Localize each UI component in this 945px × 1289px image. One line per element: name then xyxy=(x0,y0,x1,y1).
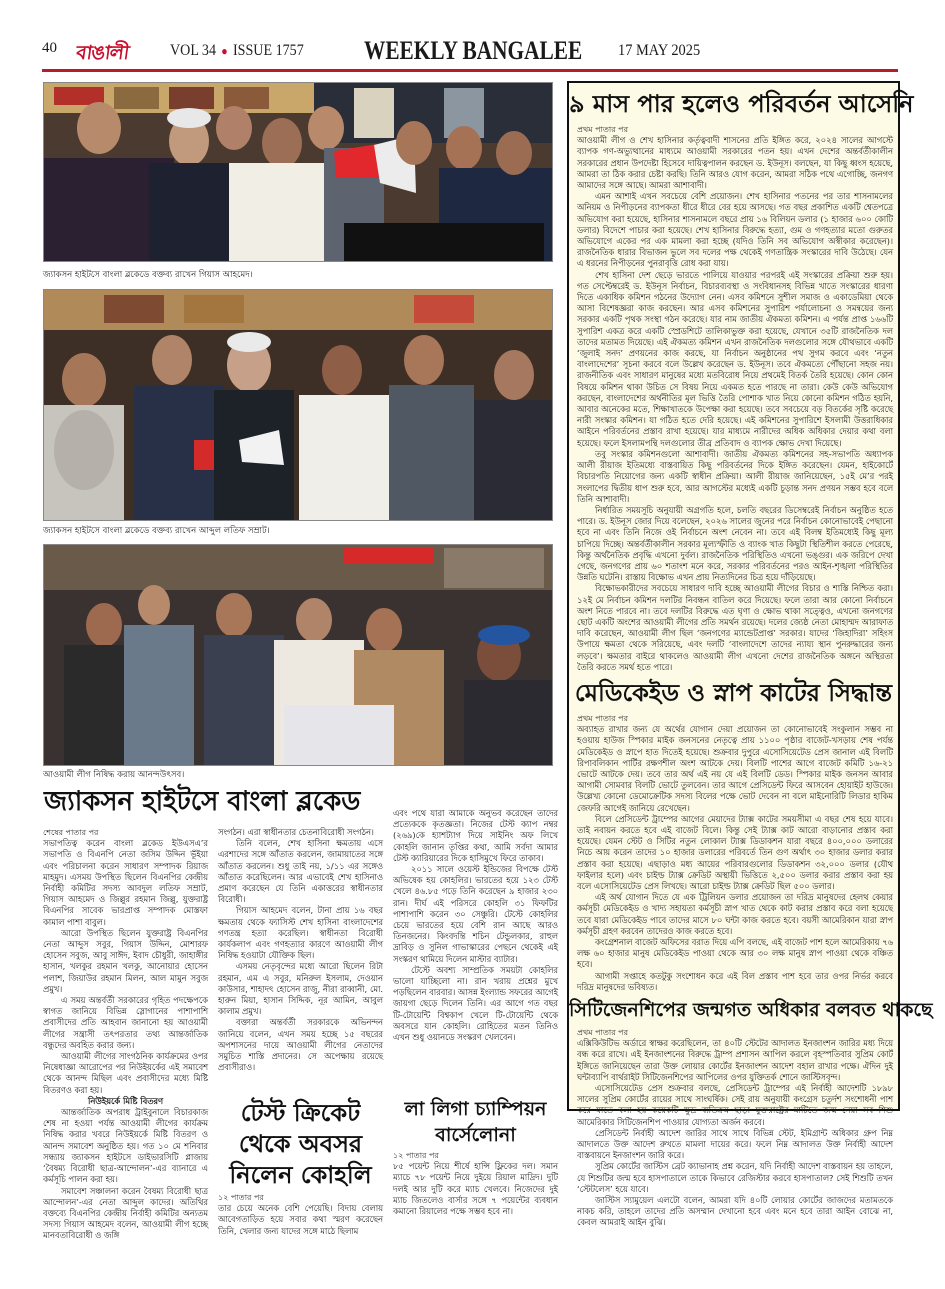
paragraph: সুপ্রিম কোর্টের জাস্টিস ব্রেট ক্যাভানাহ প্রশ্ন করেন, যদি নির্বাহী আদেশ বাস্তবায়ন হয় তাহলে, যে শিশুটির জন্ম হবে হাসপাতালে তাকে কিভাবে রেজিস্টার করবে হাসপাতাল? সেই শিশুটি তখন ‘স্টেটলেস’ হয়ে যাবে। xyxy=(577,1161,893,1194)
masthead-rule xyxy=(42,69,898,72)
paper-name: WEEKLY BANGALEE xyxy=(364,36,583,65)
page-number: 40 xyxy=(42,40,57,56)
subheading-sweets-distribution: নিউইয়র্কে মিষ্টি বিতরণ xyxy=(87,1095,164,1106)
paragraph: জাস্টিস স্যামুয়েল এলটো বলেন, আমরা যদি ৪০টি লোয়ার কোর্টের জাজদের মতামতকে নাকচ করি, তাহলে তাদের প্রতি অসম্মান দেখানো হবে এবং মনে হবে তারা আইন বোঝে না, কেবল আমরাই আইন বুঝি। xyxy=(577,1195,893,1228)
paragraph: বিক্ষোভকারীদের সবচেয়ে সাধারণ দাবি হচ্ছে আওয়ামী লীগের বিচার ও শাস্তি নিশ্চিত করা। ১২ই মে নির্বাচন কমিশন দলটির নিবন্ধন বাতিল করে দিয়েছে। ফলে তারা আর কোনো নির্বাচনে অংশ নিতে পারবে না। তবে দলটির বিরুদ্ধে এত ঘৃণা ও ক্ষোভ থাকা সত্ত্বেও, এখনো জনগণের ছোট একটি অংশের আওয়ামী লীগের প্রতি সমর্থন রয়েছে। দলের জ্যেষ্ঠ নেতা মোহাম্মদ আরাফাত দাবি করেছেন, আওয়ামী লীগ ছিল ‘জনগণের ম্যান্ডেটপ্রাপ্ত’ সরকার। যাদের ‘জিহাদিরা’ সহিংস উপায়ে ক্ষমতা থেকে সরিয়েছে, এবং দলটি ‘বাংলাদেশে তাদের ন্যায্য স্থান পুনরুদ্ধারের জন্য লড়বে’। ক্ষমতার বাইরে থাকলেও আওয়ামী লীগ এখনো দেশের রাজনৈতিক অঙ্গনে অস্থিরতা তৈরি করতে সমর্থ হতে পারে। xyxy=(577,583,893,672)
paragraph: এক্সিকিউটিভ অর্ডারে স্বাক্ষর করেছিলেন, তা ৪০টি স্টেটের আদালত ইনজাংশন জারির মধ্য দিয়ে বন্ধ করে রাখে। এই ইনজাংশনের বিরুদ্ধে ট্রাম্প প্রশাসন আপিল করলে বৃহস্পতিবার সুপ্রিম কোর্ট ইঙ্গিতে জানিয়েছেন তারা উক্ত লোয়ার কোর্টের ইনজাংশন আদেশ বহাল রাখার পক্ষে। ঐদিন দুই ঘন্টাব্যাপি বার্থরাইট সিটিজেনশিপের আপিলের ওপর যুক্তিতর্ক শোনে জাস্টিসবৃন্দ। xyxy=(577,1038,893,1082)
paragraph: সংগঠন। এরা স্বাধীনতার চেতনাবিরোধী সংগঠন। xyxy=(218,827,374,837)
paragraph: তার চেয়ে অনেক বেশি পেয়েছি। বিদায় বেলায় আবেগতাড়িত হয়ে সবার কথা স্মরণ করেছেন তিনি, খেলার জন্য যাদের সঙ্গে মাঠে ছিলাম xyxy=(218,1203,383,1236)
continued-label: ১২ পাতার পর xyxy=(393,1151,439,1160)
right-news-box xyxy=(567,81,933,1228)
paragraph: টেস্টে অবশ্য সাম্প্রতিক সময়টা কোহলির ভালো যাচ্ছিলো না। রান খরায় প্রশ্নের মুখে পড়ছিলেন বারবার। আসন্ন ইংল্যান্ড সফরের আগেই জায়গা ছেড়ে দিলেন তিনি। এর আগে গত বছর টি-টোয়েন্টি বিশ্বকাপ খেলে টি-টোয়েন্টি থেকে অবসরে যান কোহলি। রোহিতের মতন তিনিও এখন শুধু ওয়ানডে সংস্করণ খেলবেন। xyxy=(393,964,558,1043)
masthead xyxy=(42,36,898,76)
jackson-column-1 xyxy=(43,827,208,1242)
paragraph: আওয়ামী লীগ ও শেখ হাসিনার কর্তৃত্ববাদী শাসনের প্রতি ইঙ্গিত করে, ২০২৪ সালের আগস্টে ব্যাপক গণ-অভ্যুত্থানের মাধ্যমে আওয়ামী সরকারের পতন হয়। এখন দেশের অন্তর্বর্তীকালীন সরকারের প্রধান উপদেষ্টা হিসেবে দায়িত্বপালন করছেন ড. ইউনূস। বলছেন, যা কিছু ধ্বংস হয়েছে, আমরা তা ঠিক করার চেষ্টা করছি। তিনি আরও যোগ করেন, আমরা সঠিক পথে এগোচ্ছি, জনগণ আমাদের সঙ্গে আছে। আমরা আশাবাদী। xyxy=(577,135,893,191)
photo-awami-league-ban-celebration xyxy=(43,544,553,766)
volume-issue xyxy=(170,42,304,60)
paragraph: বক্তারা অন্তর্বর্তী সরকারকে অভিনন্দন জানিয়ে বলেন, এখন সময় হচ্ছে ১৫ বছরের অপশাসনের দায়ে আওয়ামী লীগের নেতাদের সমুচিত শাস্তি প্রদানের। সে অপেক্ষায় রয়েছে প্রবাসীরাও। xyxy=(218,1017,383,1073)
paragraph: আরো উপস্থিত ছিলেন যুক্তরাষ্ট্র বিএনপির নেতা আব্দুস সবুর, গিয়াস উদ্দিন, মোশারফ হোসেন সবুজ, আবু সাঈদ, ইবাদ চৌধুরী, জাহাঙ্গীর হাসান, খলকুর রহমান খলকু, আনোয়ার হোসেন পলাশ, জিয়াউর রহমান মিলন, আল মামুন সবুজ প্রমুখ। xyxy=(43,927,208,994)
issue-date: 17 MAY 2025 xyxy=(618,42,701,59)
article-nine-months xyxy=(577,124,893,673)
volume: VOL 34 xyxy=(170,42,217,59)
paragraph: বিলে প্রেসিডেন্ট ট্রাম্পের আগের মেয়াদের ট্যাক্স কাটের সময়সীমা এ বছর শেষ হয়ে যাবে। তাই নবায়ন করতে হবে এই বাজেট বিলে। কিন্তু সেই ট্যাক্স কাট আরো বাড়ানোর প্রস্তাব করা হয়েছে। যেমন স্টেট ও সিটির নতুন লোকাল ট্যাক্স ডিডাকশন যারা বছরে ৪০০,০০০ ডলারের নিচে আয় করেন তাদের ১০ হাজার ডলারের পরিবর্তে তিন গুণ অর্থাৎ ৩০ হাজার ডলার করার প্রস্তাব করা হয়েছে। এছাড়াও মধ্য আয়ের পরিবারগুলোর ডিডাকশন ৩২,০০০ ডলার (যৌথ ফাইলার হলে) এবং চাইল্ড ট্যাক্স ক্রেডিট অস্থায়ী ভিত্তিতে ২,৫০০ ডলার করার প্রস্তাব করা হয় বলে এসোসিয়েটেড প্রেস লিখছে। আরো চাইল্ড ট্যাক্স ক্রেডিট ছিল ৫০০ ডলার। xyxy=(577,813,893,892)
paragraph: এসময় নেতৃবৃন্দের মধ্যে আরো ছিলেন রিটা রহমান, এম এ সবুর, মনিরুল ইসলাম, দেওয়ান কাউসার, শাহাদৎ হোসেন রাজু, নীরা রাব্বানী, মো. হারুন মিয়া, হাসান সিদ্দিক, নূর আমিন, আবুল কালাম প্রমুখ। xyxy=(218,961,383,1017)
continued-label: প্রথম পাতার পর xyxy=(577,1028,628,1037)
article-birthright-citizenship xyxy=(577,1027,893,1229)
jackson-column-2 xyxy=(218,827,383,1073)
headline-kohli-retires xyxy=(218,1098,383,1191)
paragraph: এসোসিয়েটেড প্রেস শুক্রবার বলছে, প্রেসিডেন্ট ট্রাম্পের এই নির্বাহী আদেশটি ১৮৯৮ সালের সুপ্রিম কোর্টের রায়ের সাথে সাংঘর্ষিক। সেই রায় অনুযায়ী কংগ্রেস চতুর্দশ সংশোধনী পাশ করে যাতে বলা হয় কয়েকটি ক্ষুদ্র ব্যতিক্রম ছাড়া যুক্তরাষ্ট্রের মাটিতে জন্ম নেয়া সব শিশু আমেরিকার সিটিজেনশিপ পাওয়ার যোগ্যতা অর্জন করবে। xyxy=(577,1083,893,1127)
paragraph: এমন আশাই এখন সবচেয়ে বেশি প্রয়োজন। শেখ হাসিনার পতনের পর তার শাসনামলের অনিয়ম ও নিপীড়নের ব্যাপকতা ধীরে ধীরে বের হয়ে আসছে। গত বছর প্রকাশিত একটি শ্বেতপত্রে অভিযোগ করা হয়েছে, হাসিনার শাসনামলে বছরে প্রায় ১৬ বিলিয়ন ডলার (১ হাজার ৬০০ কোটি ডলার) বিদেশে পাচার করা হয়েছে। শেখ হাসিনার বিরুদ্ধে হত্যা, গুম ও গণহত্যার মতো গুরুতর অভিযোগে একের পর এক মামলা করা হচ্ছে (যদিও তিনি সব অভিযোগ অস্বীকার করেছেন)। রাজনৈতিক ধারার বিভাজন ভুলে সব দলের পক্ষ থেকেই গণতান্ত্রিক সংস্কারের দাবি উঠেছে। যেন এ ধরনের নিপীড়নের পুনরাবৃত্তি রোধ করা যায়। xyxy=(577,191,893,269)
continued-label: প্রথম পাতার পর xyxy=(577,125,628,134)
bullet-icon: ● xyxy=(221,44,228,58)
paragraph: আওয়ামী লীগের সাংগঠনিক কার্যক্রমের ওপর নিষেধাজ্ঞা আরোপের পর নিউইয়র্কের এই সমাবেশ থেকে আনন্দ মিছিল এবং প্রবাসীদের মধ্যে মিষ্টি বিতরণও করা হয়। xyxy=(43,1051,208,1095)
headline-line: লা লিগা চ্যাম্পিয়ন xyxy=(404,1098,547,1120)
paragraph: অব্যাহত রাখার জন্য যে অর্থের যোগান দেয়া প্রয়োজন তা কোনোভাবেই সংকুলান সম্ভব না হওয়ায় হাউজ স্পিকার মাইক জনসনের নেতৃত্বে প্রায় ১১০০ পৃষ্ঠার বাজেট-খসড়ায় শেষ পর্যন্ত মেডিকেইড ও স্নাপে হাত দিতেই হয়েছে। শুক্রবার দুপুরে এসোসিয়েটেড প্রেস জানাল এই বিলটি রিপাবলিকান পার্টির রক্ষণশীল অংশ আটকে দেয়। বিলটি পাশের আগে বাজেট কমিটি ১৬-২১ ভোটে আটকে দেয়। তবে তার অর্থ এই নয় যে এই বিলটি ডেড। স্পিকার মাইক জনসন আবার আগামী সোমবার বিলটি ভোটে তুলবেন। তার আগে প্রেসিডেন্ট ফিরে আসবেন হোয়াইট হাউজে। উল্লেখ্য কোনো ডেমোক্রেটিক সদস্য বিলের পক্ষে ভোট দেবেন না বলে মাইনোরিটি লিডার হাকিম জেফরি আগেই জানিয়ে রেখেছেন। xyxy=(577,724,893,813)
photo-caption: জ্যাকসন হাইটসে বাংলা ব্লকেডে বক্তব্য রাখেন গিয়াস আহমেদ। xyxy=(43,270,253,280)
photo-caption: আওয়ামী লীগ নিষিদ্ধ করায় আনন্দউৎসব। xyxy=(43,770,185,780)
laliga-body xyxy=(393,1150,558,1217)
paragraph: শেখ হাসিনা দেশ ছেড়ে ভারতে পালিয়ে যাওয়ার পরপরই এই সংস্কারের প্রক্রিয়া শুরু হয়। গত সেপ্টেম্বরেই ড. ইউনূস নির্বাচন, বিচারব্যবস্থা ও সংবিধানসহ বিভিন্ন খাতে সংস্কারের ধারণা দিতে একাধিক কমিশন গঠনের উদ্যোগ নেন। এসব কমিশনে সুশীল সমাজ ও একাডেমিয়া থেকে আসা বিশেষজ্ঞরা কাজ করছেন। আর এসব কমিশনের সুপারিশ পর্যালোচনা ও সমন্বয়ের জন্য সরকার একটি পৃথক সংস্থা গঠন করেছে। যার নাম জাতীয় ঐকমত্য কমিশন। এ পর্যন্ত প্রাপ্ত ১৬৬টি সুপারিশ একত্র করে একটি স্প্রেডশিটে তালিকাভুক্ত করা হয়েছে, যেখানে ৩৫টি রাজনৈতিক দল তাদের মতামত দিয়েছে। এই ঐকমত্য কমিশন এখন রাজনৈতিক দলগুলোর সঙ্গে যৌথভাবে একটি ‘জুলাই সনদ’ প্রণয়নের কাজ করছে, যা নির্বাচন অনুষ্ঠানের পথ সুগম করবে এবং ‘নতুন বাংলাদেশের’ সূচনা করবে বলে উল্লেখ করেছেন ড. ইউনূস। তবে ঐকমত্যে পৌঁছানো সহজ নয়। রাজনীতিক এবং সাধারণ মানুষের মধ্যে মতবিরোধ নিয়ে প্রথমেই বিতর্ক তৈরি হয়েছে। কোন কোন বিষয়ে কমিশন থাকা উচিত সে বিষয় নিয়ে একমত হতে পারছে না তারা। কেউ কেউ অভিযোগ করছেন, বাংলাদেশের অর্থনীতির মূল ভিত্তি তৈরি পোশাক খাত নিয়ে কোনো কমিশন গঠিত হয়নি, আবার অনেকের মতে, শিক্ষাখাতকে উপেক্ষা করা হয়েছে। তবে সবচেয়ে বড় বিতর্কের সৃষ্টি করেছে নারী সংস্কার কমিশন। যা গঠিত হতে দেরি হয়েছে। এই কমিশনের সুপারিশে ইসলামী উত্তরাধিকার আইনে পরিবর্তনের প্রস্তাব রাখা হয়েছে। যার মাধ্যমে নারীদের অধিক অধিকার দেয়ার কথা বলা হয়েছে। ফলে ইসলামপন্থি দলগুলোর তীব্র প্রতিবাদ ও ব্যাপক ক্ষোভ দেখা দিয়েছে। xyxy=(577,269,893,448)
logo-text: বাঙালী xyxy=(74,42,130,64)
headline-line: টেস্ট ক্রিকেট xyxy=(240,1099,361,1127)
paragraph: সভাপতিত্ব করেন বাংলা ব্লকেড ইউএসএ’র সভাপতি ও বিএনপি নেতা জসিম উদ্দিন ভূঁইয়া এবং পরিচালনা করেন সাধারণ সম্পাদক রিয়াজ মাহমুদ। এসময় উপস্থিত ছিলেন বিএনপির কেন্দ্রীয় নির্বাহী কমিটির সদস্য আবদুল লতিফ সম্রাট, গিয়াস আহমেদ ও জিল্লুর রহমান জিল্লু, যুক্তরাষ্ট্র বিএনপির সাবেক ভারপ্রাপ্ত সম্পাদক মোস্তফা কামাল পাশা বাবুল। xyxy=(43,838,208,927)
paragraph: তবু সংস্কার কমিশনগুলো আশাবাদী। জাতীয় ঐকমত্য কমিশনের সহ-সভাপতি অধ্যাপক আলী রীয়াজ ইতিমধ্যে বাস্তবায়িত কিছু পরিবর্তনের দিকে ইঙ্গিত করেছেন। যেমন, হাইকোর্টে বিচারপতি নিয়োগের জন্য একটি স্বাধীন প্রক্রিয়া। আলী রীয়াজ জানিয়েছেন, ১৫ই মে’র পরই সংলাপের দ্বিতীয় ধাপ শুরু হবে, আর আগস্টের মধ্যেই একটি চূড়ান্ত সনদ প্রণয়ন সম্ভব হবে বলে তিনি আশাবাদী। xyxy=(577,448,893,504)
headline-nine-months: ৯ মাস পার হলেও পরিবর্তন আসেনি xyxy=(569,90,914,118)
headline-line: নিলেন কোহলি xyxy=(229,1161,372,1189)
photo-caption: জ্যাকসন হাইটসে বাংলা ব্লকেডে বক্তব্য রাখেন আব্দুল লতিফ সম্রাট। xyxy=(43,526,270,536)
continued-label: ১২ পাতার পর xyxy=(218,1193,264,1202)
paragraph: ২০১১ সালে ওয়েস্ট ইন্ডিজের বিপক্ষে টেস্ট অভিষেক হয় কোহলির। ভারতের হয়ে ১২৩ টেস্ট খেলে ৪৬.৮৫ গড়ে তিনি করেছেন ৯ হাজার ২৩০ রান। দীর্ঘ এই পরিসরে কোহলি ৩১ ফিফটির পাশাপাশি করেন ৩০ সেঞ্চুরি। টেস্টে কোহলির চেয়ে ভারতের হয়ে বেশি রান আছে আরও তিনজনের। কিংবদন্তি শচিন টেন্ডুলকার, রাহুল দ্রাবিড় ও সুনিল গাভাস্কারের পেছনে থেকেই এই সংস্করণ থামিয়ে দিলেন মাস্টার ব্যাটার। xyxy=(393,864,558,964)
paragraph: আন্তর্জাতিক অপরাধ ট্রাইবুনালে বিচারকাজ শেষ না হওয়া পর্যন্ত আওয়ামী লীগের কার্যক্রম নিষিদ্ধ করার খবরে নিউইয়র্কে মিষ্টি বিতরণ ও আনন্দ সমাবেশ অনুষ্ঠিত হয়। গত ১০ মে শনিবার সন্ধ্যায় জ্যাকসন হাইটসে ডাইভারসিটি প্লাজায় ‘বৈষম্য বিরোধী ছাত্র-আন্দোলন’-এর ব্যানারে এ কর্মসূচি পালন করা হয়। xyxy=(43,1107,208,1185)
headline-laliga-barcelona xyxy=(393,1096,558,1148)
paragraph: গিয়াস আহমেদ বলেন, টানা প্রায় ১৬ বছর ক্ষমতায় থেকে ফ্যাসিস্ট শেখ হাসিনা বাংলাদেশের গণতন্ত্র হত্যা করেছিল। স্বাধীনতা বিরোধী কার্যকলাপ এবং গণহত্যার কারণে আওয়ামী লীগ নিষিদ্ধ হওয়াটা যৌক্তিক ছিল। xyxy=(218,905,383,961)
continued-label: শেষের পাতার পর xyxy=(43,828,99,837)
paragraph: তিনি বলেন, শেখ হাসিনা ক্ষমতায় এসে এরশাদের সঙ্গে আঁতাত করলেন, জামায়াতের সঙ্গে আঁতাত করলেন। শুধু তাই নয়, ১/১১ এর সঙ্গেও আঁতাত করেছিলেন। আর এভাবেই শেখ হাসিনাও প্রমাণ করেছেন যে তিনি একাত্তরের স্বাধীনতার বিরোধী। xyxy=(218,838,383,905)
continued-label: প্রথম পাতার পর xyxy=(577,714,628,723)
paragraph: প্রেসিডেন্ট নির্বাহী আদেশ জারির সাথে সাথে বিভিন্ন স্টেট, ইমিগ্রান্ট অধিকার গ্রুপ নিম্ন আদালতে উক্ত আদেশ রুখতে মামলা দায়ের করে। ফলে নিম্ন আদালত উক্ত নির্বাহী আদেশ বাস্তবায়নে ইনজাংশন জারি করে। xyxy=(577,1127,893,1161)
paragraph: সমাবেশ সঞ্চালনা করেন বৈষম্য বিরোধী ছাত্র আন্দোলন’-এর নেতা আব্দুল কাদের। অতিথির বক্তব্যে বিএনপির কেন্দ্রীয় নির্বাহী কমিটির অন্যতম সদস্য গিয়াস আহমেদ বলেন, আওয়ামী লীগ হচ্ছে মানবতাবিরোধী ও জঙ্গি xyxy=(43,1185,208,1241)
headline-jackson-heights: জ্যাকসন হাইটসে বাংলা ব্লকেড xyxy=(44,786,361,817)
paragraph: নির্ধারিত সময়সূচি অনুযায়ী অগ্রগতি হলে, চলতি বছরের ডিসেম্বরেই নির্বাচন অনুষ্ঠিত হতে পারে। ড. ইউনূস জোর দিয়ে বলেছেন, ২০২৬ সালের জুনের পরে নির্বাচন কোনোভাবেই পেছানো হবে না এবং তিনি নিজে ওই নির্বাচনে অংশ নেবেন না। তবে এই বিলম্ব ইতিমধ্যেই কিছু মূল্য চাপিয়ে দিচ্ছে। অন্তর্বর্তীকালীন সরকার মূল্যস্ফীতি ও ব্যাংক খাত কিছুটা স্থিতিশীল করতে পেরেছে, কিন্তু অর্থনৈতিক প্রবৃদ্ধি এখনো দুর্বল। রাজনৈতিক পরিস্থিতিও এখনো ভঙ্গুর। এক জরিপে দেখা গেছে, জনগণের প্রায় ৬০ শতাংশ মনে করে, সরকার পরিবর্তনের পরও আইন-শৃঙ্খলা পরিস্থিতির উন্নতি ঘটেনি। রাস্তায় বিক্ষোভ এখন প্রায় নিত্যদিনের চিত্র হয়ে দাঁড়িয়েছে। xyxy=(577,504,893,583)
photo-giyas-ahmed xyxy=(43,82,553,262)
paragraph: কংগ্রেশনাল বাজেট অফিসের বরাত দিয়ে এপি বলছে, এই বাজেট পাশ হলে আমেরিকায় ৭৬ লক্ষ ৬০ হাজার মানুষ মেডিকেইড পাওয়া থেকে আর ৩০ লক্ষ মানুষ স্নাপ পাওয়া থেকে বঞ্চিত হবে। xyxy=(577,937,893,970)
paragraph: এ সময় অন্তর্বর্তী সরকারের গৃহিত পদক্ষেপকে স্বাগত জানিয়ে বিভিন্ন স্লোগানের পাশাপাশি প্রবাসীদের প্রতি আহবান জানানো হয় আওয়ামী লীগের সন্ত্রাসী তৎপরতার তথ্য আন্তর্জাতিক বন্ধুদের অবহিত করার জন্য। xyxy=(43,995,208,1050)
paragraph: ৮৫ পয়েন্ট নিয়ে শীর্ষে হান্সি ফ্লিকের দল। সমান ম্যাচে ৭৮ পয়েন্ট নিয়ে দুইয়ে রিয়াল মাদ্রিদ। দুটি দলই আর দুটি করে ম্যাচ খেলবে। নিজেদের দুই ম্যাচ জিতলেও বার্সার সঙ্গে ৭ পয়েন্টের ব্যবধান কমানো রিয়ালের পক্ষে সম্ভব হবে না। xyxy=(393,1161,558,1217)
kohli-column-continued xyxy=(393,808,558,1043)
headline-birthright-citizenship: সিটিজেনশিপের জন্মগত অধিকার বলবত থাকছে xyxy=(569,999,933,1021)
paragraph: আগামী সপ্তাহে কতটুকু সংশোধন করে এই বিল প্রস্তাব পাশ হবে তার ওপর নির্ভর করবে দরিদ্র মানুষদের ভবিষ্যত। xyxy=(577,970,893,992)
kohli-column-start xyxy=(218,1192,383,1237)
photo-abdul-latif-samrat xyxy=(43,289,553,521)
headline-medicaid-snap: মেডিকেইড ও স্নাপ কাটের সিদ্ধান্ত xyxy=(574,679,893,707)
issue: ISSUE 1757 xyxy=(232,42,304,59)
paragraph: এই অর্থ যোগান দিতে যে এক ট্রিলিয়ন ডলার প্রয়োজন তা দরিদ্র মানুষদের হেলথ কেয়ার কর্মসূচী মেডিকেইড ও খাদ্য সহায়তা কর্মসূচী স্নাপ খাত থেকে কাট করার প্রস্তাব করে বলা হয়েছে তবে যারা মেডিকেইড পাবে তাদের মাসে ৮০ ঘন্টা কাজ করতে হবে। বয়সী আমেরিকান যারা স্নাপ কর্মসূচী গ্রহণ করবেন তাদেরও কাজ করতে হবে। xyxy=(577,892,893,936)
headline-line: থেকে অবসর xyxy=(238,1130,363,1158)
newspaper-logo xyxy=(72,36,132,66)
paragraph: এবং পথে যারা আমাকে অনুভব করেছেন তাদের প্রত্যেককে কৃতজ্ঞতা। নিজের টেস্ট ক্যাপ নম্বর (২৬৯)কে হ্যাশট্যাগ দিয়ে সাইনিং অফ লিখে কোহলি জানান তৃপ্তির কথা, আমি সর্বদা আমার টেস্ট ক্যারিয়ারের দিকে হাসিমুখে ফিরে তাকাব। xyxy=(393,808,558,863)
headline-line: বার্সেলোনা xyxy=(435,1124,516,1146)
article-medicaid-snap xyxy=(577,713,893,993)
